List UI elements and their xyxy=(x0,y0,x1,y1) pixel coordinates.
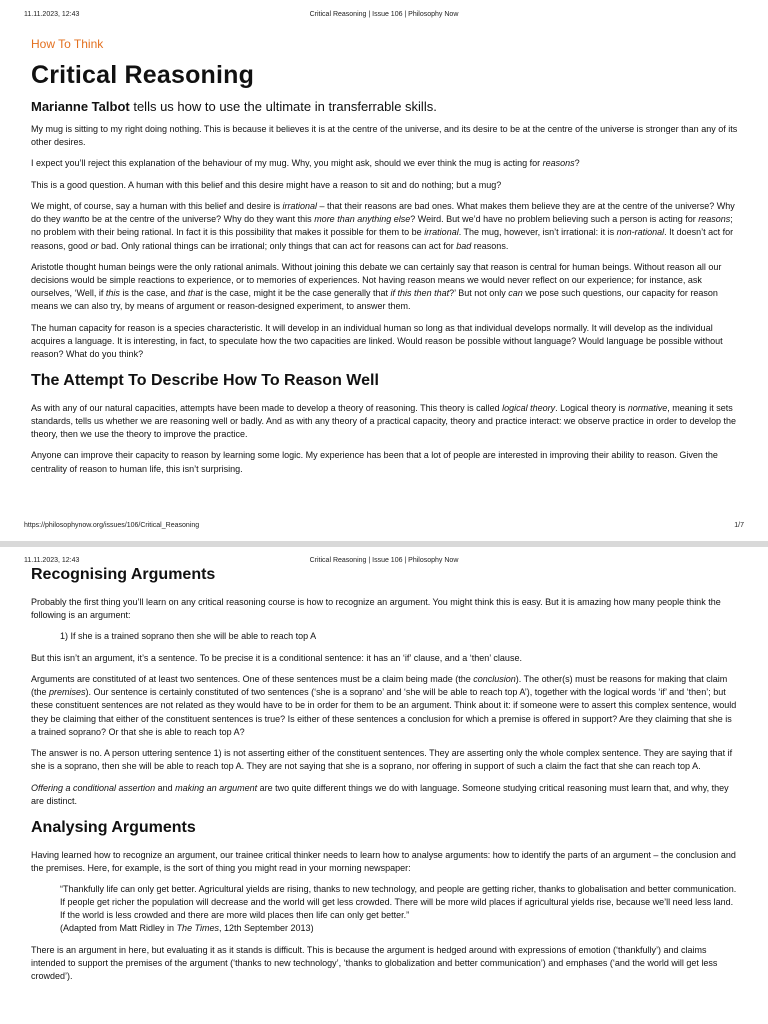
paragraph: Aristotle thought human beings were the only rational animals. Without joining this debate we can certainly say that reason is central for human beings. Without reason all our decisions would be simple reactions to experience, or to memories of experiences. Not having reason means we would never reflect on our experience; for instance, ask ourselves, ‘Well, if this is the case, and that is the case, might it be the case generally that if this then that?’ But not only can we pose such questions, our capacity for reason means we can also try, by means of argument or reason-designed experiment, to answer them. xyxy=(31,261,722,312)
paragraph: As with any of our natural capacities, attempts have been made to develop a theory of reasoning. This theory is called logical theory. Logical theory is normative, meaning it sets standards, tells us whether we are reasoning well or badly. And as with any theory of a practical capacity, theory and practice interact: we observe practice in order to develop the theory, then we use the theory to improve the practice. xyxy=(31,402,737,440)
article-title: Critical Reasoning xyxy=(31,61,255,89)
paragraph: There is an argument in here, but evaluating it as it stands is difficult. This is because the argument is hedged around with expressions of emotion (‘thankfully’) and claims intended to support the premises of the argument (‘thanks to new technology’, ‘thanks to globalization and better communication’) and emphases (‘and the world will get less crowded’). xyxy=(31,944,718,981)
article-body xyxy=(31,37,738,484)
paragraph: My mug is sitting to my right doing nothing. This is because it believes it is at the centre of the universe, and its desire to be at the centre of the universe is stronger than any of its other desires. xyxy=(31,124,738,148)
paragraph: This is a good question. A human with this belief and this desire might have a reason to sit and do nothing; but a mug? xyxy=(31,179,502,190)
paragraph: The human capacity for reason is a species characteristic. It will develop in an individual human so long as that individual develops normally. It will develop as the individual acquires a language. It is interesting, in fact, to speculate how the two capacities are linked. Would reason be possible without language? Would language be possible without reason? What do you think? xyxy=(31,322,723,359)
print-date: 11.11.2023, 12:43 xyxy=(24,557,80,564)
example-sentence: 1) If she is a trained soprano then she will be able to reach top A xyxy=(60,631,317,642)
section-heading: The Attempt To Describe How To Reason Well xyxy=(31,371,379,389)
paragraph: Probably the first thing you’ll learn on any critical reasoning course is how to recognize an argument. You might think this is easy. But it is amazing how many people think the following is an argument: xyxy=(31,597,721,621)
section-heading: Analysing Arguments xyxy=(31,818,196,836)
page-header xyxy=(0,11,768,23)
page-number: 1/7 xyxy=(734,522,744,529)
page-url[interactable]: https://philosophynow.org/issues/106/Critical_Reasoning xyxy=(24,522,200,529)
paragraph: Anyone can improve their capacity to reason by learning some logic. My experience has been that a lot of people are interested in improving their ability to reason. Given the centrality of reason to human life, this isn’t surprising. xyxy=(31,450,718,474)
author-name[interactable]: Marianne Talbot xyxy=(31,99,130,114)
paragraph: Offering a conditional assertion and making an argument are two quite different things we do with language. Someone studying critical reasoning must learn that, and why, they are distinct. xyxy=(31,782,729,806)
paragraph: I expect you’ll reject this explanation of the behaviour of my mug. Why, you might ask, should we ever think the mug is acting for reasons? xyxy=(31,158,580,169)
print-title: Critical Reasoning | Issue 106 | Philosophy Now xyxy=(309,557,459,564)
standfirst xyxy=(31,99,738,114)
paragraph: Arguments are constituted of at least two sentences. One of these sentences must be a claim being made (the conclusion). The other(s) must be reasons for making that claim (the premises). Our sentence is certainly constituted of two sentences (‘she is a soprano’ and ‘she will be able to reach top A’), together with the logical words ‘if’ and ‘then’; but these constituent sentences are not related as they would have to be in order for them to be an argument. Think about it: if someone were to assert this complex sentence, would they be claiming that either of the constituent sentences is true? Is either of these sentences a conclusion for which a premise is offered in support? Are they claiming that she is a trained soprano? Or that she is able to reach top A? xyxy=(31,674,737,737)
standfirst-text: tells us how to use the ultimate in transferrable skills. xyxy=(133,99,437,114)
quote-source: (Adapted from Matt Ridley in The Times, 12th September 2013) xyxy=(60,923,314,934)
article-body xyxy=(31,566,738,991)
article-category[interactable]: How To Think xyxy=(31,37,104,51)
page-separator xyxy=(0,541,768,547)
section-heading: Recognising Arguments xyxy=(31,566,216,583)
block-quote xyxy=(60,883,738,935)
paragraph: The answer is no. A person uttering sentence 1) is not asserting either of the constituent sentences. They are asserting only the whole complex sentence. They are saying that if she is a soprano, then she will be able to reach top A. They are not saying that she is a soprano, nor offering in support of such a claim the fact that she can reach top A. xyxy=(31,748,733,772)
print-date: 11.11.2023, 12:43 xyxy=(24,11,80,18)
paragraph: But this isn’t an argument, it’s a sentence. To be precise it is a conditional sentence: it has an ‘if’ clause, and a ‘then’ clause. xyxy=(31,652,522,663)
quote-text: “Thankfully life can only get better. Agricultural yields are rising, thanks to new technology, and people are getting richer, thanks to globalisation and better communication. If people get richer the population will decrease and the world will get less crowded. There will be more wild places if agricultural yields rise, because we’ll need less land. If the world is less crowded and there are more wild places then life can only get better.” xyxy=(60,884,737,921)
pdf-page-2 xyxy=(0,548,768,1024)
print-title: Critical Reasoning | Issue 106 | Philosophy Now xyxy=(309,11,459,18)
paragraph: Having learned how to recognize an argument, our trainee critical thinker needs to learn how to analyse arguments: how to identify the parts of an argument – the conclusion and the premises. Here, for example, is the sort of thing you might read in your morning newspaper: xyxy=(31,849,736,873)
paragraph: We might, of course, say a human with this belief and desire is irrational – that their reasons are bad ones. What makes them believe they are at the centre of the universe? Why do they wantto be at the centre of the universe? Why do they want this more than anything else? Weird. But we’d have no problem believing such a person is acting for reasons; no problem with their being rational. In fact it is this possibility that makes it possible for them to be irrational. The mug, however, isn’t irrational: it is non-rational. It doesn’t act for reasons, good or bad. Only rational things can be irrational; only things that can act for reasons can act for bad reasons. xyxy=(31,201,735,251)
